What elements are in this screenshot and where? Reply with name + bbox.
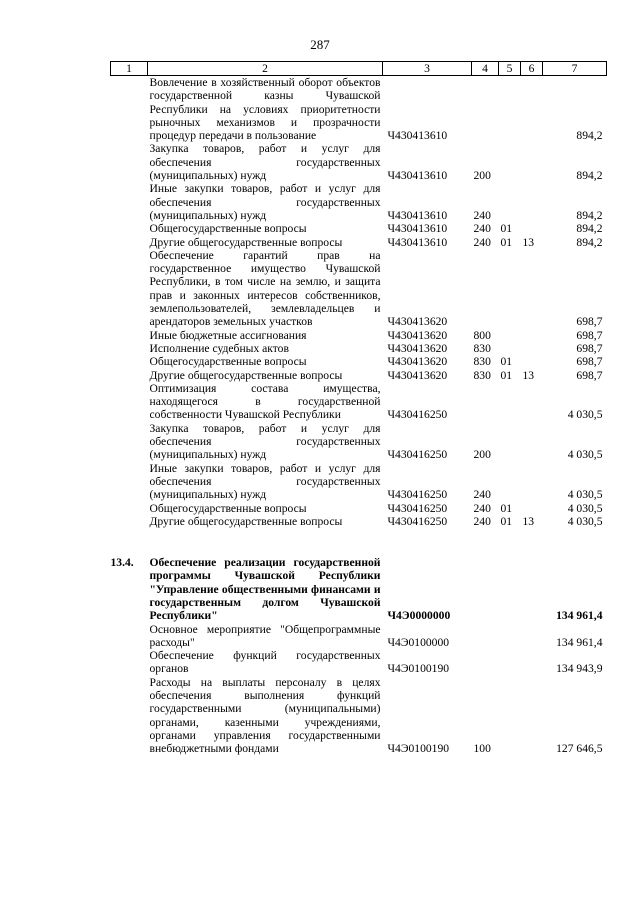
- row-section: [499, 342, 521, 355]
- row-subsection: [521, 182, 543, 222]
- row-number: [111, 382, 148, 422]
- row-amount: 134 961,4: [556, 609, 603, 623]
- row-subsection: 13: [522, 235, 535, 249]
- row-section: 01: [500, 501, 513, 515]
- table-row: [111, 236, 607, 249]
- header-col-5: 5: [499, 62, 521, 76]
- spacer-row: [111, 528, 607, 556]
- row-name: Вовлечение в хозяйственный оборот объектов государственной казны Чувашской Республики на условиях приоритетности рыночных механизмов и прозрачности процедур передачи в пользование: [149, 76, 381, 143]
- row-section: [499, 249, 521, 329]
- row-amount: 698,7: [576, 341, 603, 355]
- row-section: 01: [500, 514, 513, 528]
- table-row: [111, 329, 607, 342]
- row-expense-type: [472, 76, 499, 143]
- row-name: Закупка товаров, работ и услуг для обеспечения государственных (муниципальных) нужд: [149, 142, 381, 183]
- row-subsection: [521, 355, 543, 368]
- table-row: [111, 249, 607, 329]
- row-number: [111, 623, 148, 650]
- row-subsection: [521, 502, 543, 515]
- header-col-1: 1: [111, 62, 148, 76]
- row-expense-type: 830: [473, 341, 491, 355]
- row-expense-type: [472, 556, 499, 622]
- row-amount: 4 030,5: [567, 514, 603, 528]
- row-name: Оптимизация состава имущества, находящегося в государственной собственности Чувашской Республики: [149, 381, 381, 422]
- row-number: [111, 355, 148, 368]
- row-name: Основное мероприятие "Общепрограммные расходы": [149, 622, 381, 649]
- row-target-code: Ч430413620: [387, 355, 448, 369]
- row-expense-type: [472, 623, 499, 650]
- row-name: Общегосударственные вопросы: [149, 222, 307, 236]
- row-subsection: 13: [522, 368, 535, 382]
- row-amount: 894,2: [576, 235, 603, 249]
- row-subsection: [521, 249, 543, 329]
- row-expense-type: [472, 382, 499, 422]
- row-number: [111, 369, 148, 382]
- row-name: Общегосударственные вопросы: [149, 355, 307, 369]
- row-expense-type: 830: [473, 368, 491, 382]
- row-subsection: [521, 649, 543, 676]
- row-section: 01: [500, 235, 513, 249]
- row-name: Иные бюджетные ассигнования: [149, 328, 307, 342]
- row-name: Другие общегосударственные вопросы: [149, 235, 343, 249]
- row-number: [111, 329, 148, 342]
- row-number: [111, 76, 148, 143]
- header-col-3: 3: [383, 62, 472, 76]
- row-number: [111, 342, 148, 355]
- row-target-code: Ч430413610: [387, 169, 448, 183]
- table-row: [111, 142, 607, 182]
- row-section: [499, 422, 521, 462]
- row-amount: 698,7: [576, 328, 603, 342]
- row-subsection: [521, 676, 543, 756]
- table-row: [111, 76, 607, 143]
- row-expense-type: [472, 249, 499, 329]
- header-col-7: 7: [543, 62, 607, 76]
- row-target-code: Ч430413620: [387, 341, 448, 355]
- row-number: [111, 222, 148, 235]
- row-section: [499, 676, 521, 756]
- row-subsection: [521, 382, 543, 422]
- row-name: Обеспечение функций государственных органов: [149, 649, 381, 676]
- row-target-code: Ч430413620: [387, 328, 448, 342]
- row-section: [499, 462, 521, 502]
- row-section: [499, 329, 521, 342]
- row-amount: 4 030,5: [567, 448, 603, 462]
- row-name: Расходы на выплаты персоналу в целях обеспечения выполнения функций государственными (муниципальными) органами, казенными учреждениями, органами управления государственными внебюджетными фондами: [149, 675, 381, 756]
- row-subsection: [521, 623, 543, 650]
- header-col-4: 4: [472, 62, 499, 76]
- row-name: Иные закупки товаров, работ и услуг для обеспечения государственных (муниципальных) нужд: [149, 182, 381, 222]
- row-target-code: Ч430416250: [387, 408, 448, 422]
- table-row: [111, 382, 607, 422]
- table-body: [111, 76, 607, 756]
- row-number: 13.4.: [110, 556, 134, 570]
- row-amount: 134 961,4: [556, 635, 603, 649]
- row-target-code: Ч4Э0000000: [387, 609, 451, 623]
- row-name: Обеспечение реализации государственной программы Чувашской Республики "Управление общественными финансами и государственным долгом Чувашской Республики": [149, 556, 381, 623]
- row-name: Другие общегосударственные вопросы: [149, 368, 343, 382]
- row-name: Закупка товаров, работ и услуг для обеспечения государственных (муниципальных) нужд: [149, 421, 381, 462]
- header-col-6: 6: [521, 62, 543, 76]
- budget-table: [110, 61, 607, 756]
- row-section: [499, 649, 521, 676]
- row-number: [111, 649, 148, 676]
- row-expense-type: 800: [473, 328, 491, 342]
- table-row: [111, 182, 607, 222]
- row-target-code: Ч4Э0100190: [387, 662, 450, 676]
- row-subsection: [521, 462, 543, 502]
- row-subsection: [521, 329, 543, 342]
- row-number: [111, 142, 148, 182]
- table-row: [111, 342, 607, 355]
- row-number: [111, 462, 148, 502]
- row-expense-type: 240: [473, 208, 491, 222]
- row-section: [499, 76, 521, 143]
- row-expense-type: [472, 649, 499, 676]
- row-subsection: [521, 76, 543, 143]
- row-amount: 894,2: [576, 129, 603, 143]
- row-amount: 698,7: [576, 368, 603, 382]
- row-number: [111, 676, 148, 756]
- table-row: [111, 623, 607, 650]
- table-header-row: [111, 62, 607, 76]
- table-row: [111, 369, 607, 382]
- row-amount: 4 030,5: [567, 408, 603, 422]
- row-target-code: Ч430416250: [387, 514, 448, 528]
- row-expense-type: 830: [473, 355, 491, 369]
- row-target-code: Ч4Э0100190: [387, 742, 450, 756]
- table-row: [111, 502, 607, 515]
- row-expense-type: 240: [473, 514, 491, 528]
- row-section: 01: [500, 368, 513, 382]
- row-subsection: [521, 556, 543, 622]
- row-name: Общегосударственные вопросы: [149, 501, 307, 515]
- row-target-code: Ч430416250: [387, 488, 448, 502]
- row-section: [499, 182, 521, 222]
- row-name: Иные закупки товаров, работ и услуг для обеспечения государственных (муниципальных) нужд: [149, 461, 381, 502]
- page-number: 287: [310, 37, 330, 52]
- table-row: [111, 556, 607, 622]
- row-section: 01: [500, 355, 513, 369]
- row-amount: 127 646,5: [556, 742, 603, 756]
- row-amount: 4 030,5: [567, 488, 603, 502]
- row-target-code: Ч4Э0100000: [387, 635, 450, 649]
- row-subsection: 13: [522, 514, 535, 528]
- table-row: [111, 355, 607, 368]
- row-expense-type: 240: [473, 488, 491, 502]
- row-expense-type: 200: [473, 448, 491, 462]
- row-number: [111, 249, 148, 329]
- row-expense-type: 240: [473, 501, 491, 515]
- row-expense-type: 200: [473, 169, 491, 183]
- row-number: [111, 502, 148, 515]
- row-subsection: [521, 142, 543, 182]
- row-number: [111, 422, 148, 462]
- row-section: 01: [500, 222, 513, 236]
- row-expense-type: 240: [473, 222, 491, 236]
- row-subsection: [521, 422, 543, 462]
- row-amount: 894,2: [576, 169, 603, 183]
- row-target-code: Ч430413610: [387, 129, 448, 143]
- row-target-code: Ч430416250: [387, 501, 448, 515]
- row-section: [499, 142, 521, 182]
- row-expense-type: 100: [473, 742, 491, 756]
- table-row: [111, 462, 607, 502]
- row-target-code: Ч430416250: [387, 448, 448, 462]
- row-section: [499, 623, 521, 650]
- row-subsection: [521, 342, 543, 355]
- row-target-code: Ч430413610: [387, 222, 448, 236]
- row-amount: 134 943,9: [556, 662, 603, 676]
- table-row: [111, 222, 607, 235]
- row-amount: 894,2: [576, 208, 603, 222]
- row-amount: 4 030,5: [567, 501, 603, 515]
- table-row: [111, 422, 607, 462]
- row-name: Другие общегосударственные вопросы: [149, 514, 343, 528]
- row-amount: 698,7: [576, 315, 603, 329]
- row-number: [111, 182, 148, 222]
- row-name: Обеспечение гарантий прав на государственное имущество Чувашской Республики, в том числе на землю, и защита прав и законных интересов собственников, землепользователей, землевладельцев и арендаторов земельных участков: [149, 248, 381, 329]
- row-number: [111, 515, 148, 528]
- table-row: [111, 515, 607, 528]
- row-target-code: Ч430413610: [387, 208, 448, 222]
- row-subsection: [521, 222, 543, 235]
- table-row: [111, 676, 607, 756]
- row-section: [499, 556, 521, 622]
- row-target-code: Ч430413620: [387, 315, 448, 329]
- row-expense-type: 240: [473, 235, 491, 249]
- row-name: Исполнение судебных актов: [149, 341, 289, 355]
- header-col-2: 2: [148, 62, 383, 76]
- table-row: [111, 649, 607, 676]
- row-number: [111, 236, 148, 249]
- row-amount: 698,7: [576, 355, 603, 369]
- row-section: [499, 382, 521, 422]
- row-amount: 894,2: [576, 222, 603, 236]
- row-target-code: Ч430413620: [387, 368, 448, 382]
- row-target-code: Ч430413610: [387, 235, 448, 249]
